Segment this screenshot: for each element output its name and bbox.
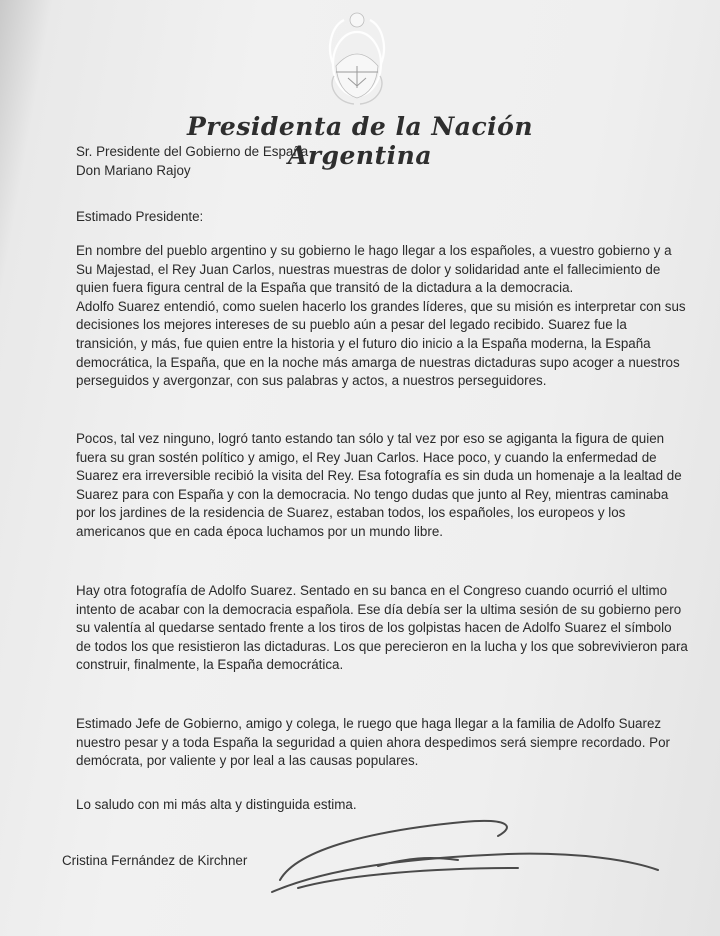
recipient-name: Don Mariano Rajoy [76, 162, 191, 178]
greeting: Estimado Presidente: [76, 209, 204, 224]
paragraph: Adolfo Suarez entendió, como suelen hacerlo los grandes líderes, que su misión es interpretar con sus decisiones los mejores intereses de su pueblo aún a pesar del legado recibido. Suarez fue la transición, y más, fue quien entre la historia y el futuro dio inicio a la España moderna, la España democrática, la España, que en la noche más amarga de nuestras dictaduras supo acoger a nuestros perseguidos y avergonzar, con sus palabras y actos, a nuestros perseguidores. [76, 298, 686, 389]
signer-name: Cristina Fernández de Kirchner [62, 853, 248, 868]
recipient-block [76, 143, 688, 180]
coat-of-arms-icon [318, 6, 396, 110]
paragraph: Hay otra fotografía de Adolfo Suarez. Sentado en su banca en el Congreso cuando ocurrió el ultimo intento de acabar con la democracia española. Ese día debía ser la ultima sesión de su gobierno pero su valentía al quedarse sentado frente a los tiros de los golpistas hacen de Adolfo Suarez el símbolo de todos los que resistieron las dictaduras. Los que perecieron en la lucha y los que sobrevivieron para construir, finalmente, la España democrática. [76, 583, 688, 673]
letterhead-title: Presidenta de la Nación Argentina [186, 112, 534, 170]
paragraph: Pocos, tal vez ninguno, logró tanto estando tan sólo y tal vez por eso se agiganta la figura de quien fuera su gran sostén político y amigo, el Rey Juan Carlos. Hace poco, y cuando la enfermedad de Suarez era irreversible recibió la visita del Rey. Esa fotografía es sin duda un homenaje a la lealtad de Suarez para con España y con la democracia. No tengo dudas que junto al Rey, mientras caminaba por los jardines de la residencia de Suarez, estaban todos, los españoles, los europeos y los americanos que en cada época luchamos por un mundo libre. [76, 431, 682, 539]
paragraph: Estimado Jefe de Gobierno, amigo y colega, le ruego que haga llegar a la familia de Adolfo Suarez nuestro pesar y a toda España la seguridad a quien ahora despedimos será siempre recordado. Por demócrata, por valiente y por leal a las causas populares. [76, 716, 671, 769]
closing-line: Lo saludo con mi más alta y distinguida estima. [76, 797, 357, 812]
paragraph: En nombre del pueblo argentino y su gobierno le hago llegar a los españoles, a vuestro gobierno y a Su Majestad, el Rey Juan Carlos, nuestras muestras de dolor y solidaridad ante el fallecimiento de quien fuera figura central de la España que transitó de la dictadura a la democracia. [76, 243, 672, 296]
recipient-title: Sr. Presidente del Gobierno de España [76, 144, 309, 159]
letter-body-opening [76, 242, 688, 391]
